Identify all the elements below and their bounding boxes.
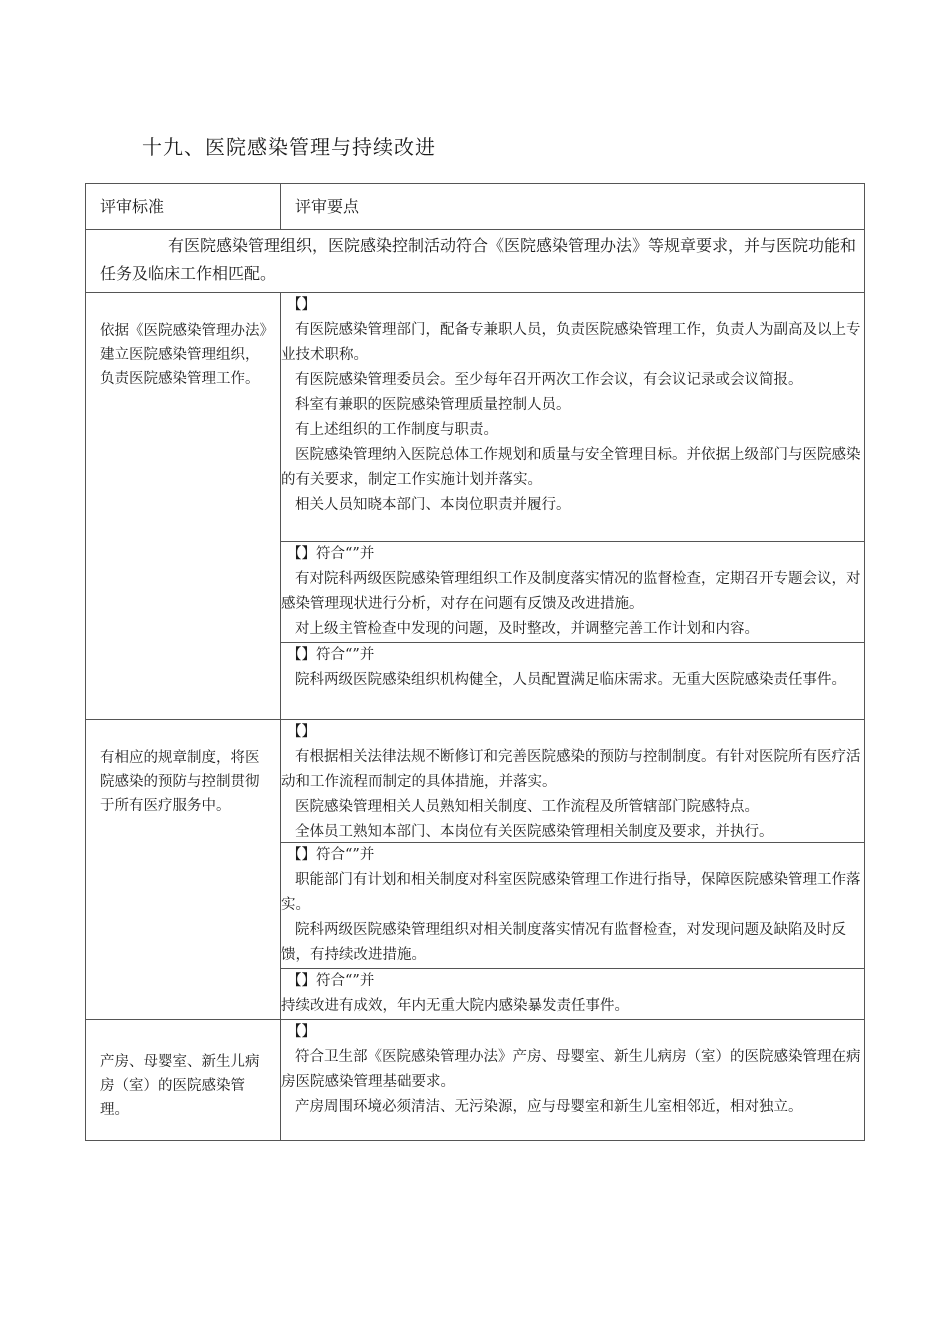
grade-mark: 【】 [287,724,316,740]
criteria-item: 有医院感染管理委员会。至少每年召开两次工作会议，有会议记录或会议简报。 [295,372,803,388]
criteria-item: 相关人员知晓本部门、本岗位职责并履行。 [295,497,571,513]
criteria-item: 对上级主管检查中发现的问题，及时整改，并调整完善工作计划和内容。 [295,621,759,637]
section-row [86,293,865,542]
review-standards-table [85,183,865,1141]
criteria-item: 持续改进有成效，年内无重大院内感染暴发责任事件。 [281,998,629,1014]
grade-mark: 【】符合“”并 [287,973,375,989]
page-title: 十九、医院感染管理与持续改进 [142,135,436,159]
criteria-item: 有上述组织的工作制度与职责。 [295,422,498,438]
criteria-item: 全体员工熟知本部门、本岗位有关医院感染管理相关制度及要求，并执行。 [295,824,774,840]
criteria-item: 医院感染管理纳入医院总体工作规划和质量与安全管理目标。并依据上级部门与医院感染的有关要求，制定工作实施计划并落实。 [281,447,861,488]
criteria-item: 有对院科两级医院感染管理组织工作及制度落实情况的监督检查，定期召开专题会议，对感染管理现状进行分析，对存在问题有反馈及改进措施。 [281,571,861,612]
section-row [86,1020,865,1141]
criteria-item: 职能部门有计划和相关制度对科室医院感染管理工作进行指导，保障医院感染管理工作落实。 [281,872,861,913]
criteria-block [281,643,865,720]
criteria-item: 院科两级医院感染管理组织对相关制度落实情况有监督检查，对发现问题及缺陷及时反馈，有持续改进措施。 [281,922,846,963]
criteria-block [281,1020,865,1141]
criteria-block [281,969,865,1020]
section-standard: 产房、母婴室、新生儿病房（室）的医院感染管理。 [86,1020,281,1141]
criteria-item: 有根据相关法律法规不断修订和完善医院感染的预防与控制制度。有针对医院所有医疗活动和工作流程而制定的具体措施，并落实。 [281,749,861,790]
criteria-item: 科室有兼职的医院感染管理质量控制人员。 [295,397,571,413]
criteria-block [281,720,865,843]
grade-mark: 【】 [287,1024,316,1040]
grade-mark: 【】符合“”并 [287,647,375,663]
criteria-item: 产房周围环境必须清洁、无污染源，应与母婴室和新生儿室相邻近，相对独立。 [295,1099,803,1115]
criteria-block [281,542,865,643]
criteria-block [281,293,865,542]
table-header-row [86,184,865,230]
criteria-item: 医院感染管理相关人员熟知相关制度、工作流程及所管辖部门院感特点。 [295,799,759,815]
intro-text: 有医院感染管理组织，医院感染控制活动符合《医院感染管理办法》等规章要求，并与医院功能和任务及临床工作相匹配。 [100,236,857,283]
criteria-item: 有医院感染管理部门，配备专兼职人员，负责医院感染管理工作，负责人为副高及以上专业技术职称。 [281,322,861,363]
criteria-item: 符合卫生部《医院感染管理办法》产房、母婴室、新生儿病房（室）的医院感染管理在病房医院感染管理基础要求。 [281,1049,861,1090]
intro-row [86,230,865,293]
section-standard: 有相应的规章制度，将医院感染的预防与控制贯彻于所有医疗服务中。 [86,720,281,1020]
criteria-block [281,843,865,969]
header-standard: 评审标准 [86,184,281,230]
header-points: 评审要点 [281,184,865,230]
grade-mark: 【】符合“”并 [287,546,375,562]
grade-mark: 【】 [287,297,316,313]
section-standard: 依据《医院感染管理办法》建立医院感染管理组织，负责医院感染管理工作。 [86,293,281,720]
section-row [86,720,865,843]
grade-mark: 【】符合“”并 [287,847,375,863]
criteria-item: 院科两级医院感染组织机构健全，人员配置满足临床需求。无重大医院感染责任事件。 [295,672,846,688]
